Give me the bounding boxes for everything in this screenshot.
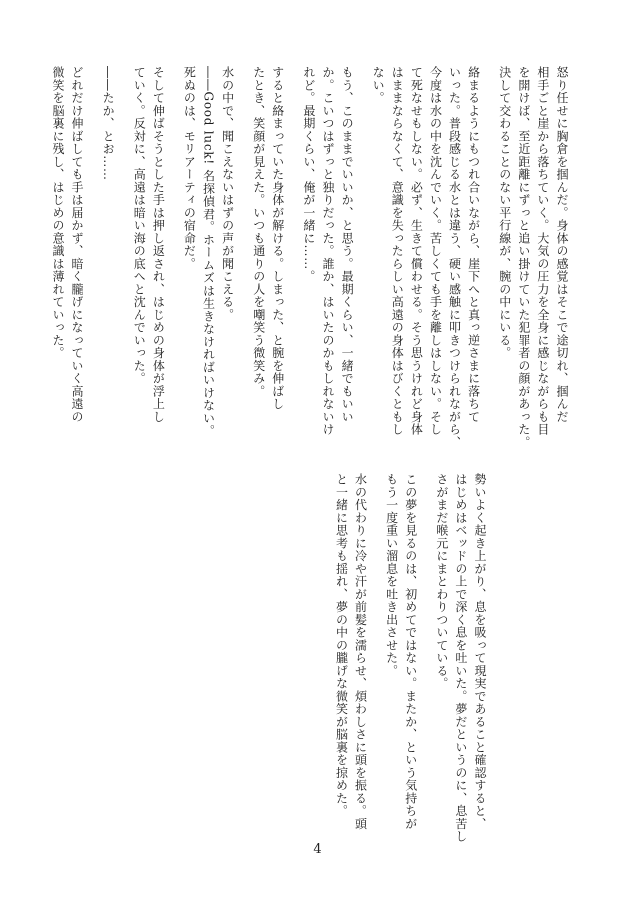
text-line: たとき、笑顔が見えた。いつも通りの人を嘲笑う微笑み。: [251, 66, 266, 398]
lower-text-block: [331, 473, 489, 843]
text-line: れど。最期くらい、俺が一緒に……。: [301, 66, 316, 283]
text-line: 勢いよく起き上がり、息を吸って現実であること確認すると、: [473, 473, 487, 830]
text-line: どれだけ伸ばしても手は届かず、暗く朧げになっていく高遠の: [70, 66, 85, 423]
text-line: この夢を見るのは、初めてではない。またか、という気持ちが: [403, 473, 418, 830]
text-line: いった。普段感じる水とは違う、硬い感触に叩きつけられながら、: [447, 66, 462, 449]
text-line: そして伸ばそうとした手は押し返され、はじめの身体が浮上し: [151, 66, 166, 423]
text-line: 死ぬのは、モリアーティの宿命だ。: [182, 66, 197, 270]
text-line: 怒り任せに胸倉を掴んだ。身体の感覚はそこで途切れ、掴んだ: [555, 66, 569, 423]
text-line: はじめはベッドの上で深く息を吐いた。夢だというのに、息苦し: [453, 473, 468, 843]
text-line: か。こいつはずっと独りだった。誰か、はいたのかもしれないけ: [320, 66, 335, 436]
text-line: 水の代わりに冷や汗が前髪を濡らせ、煩わしさに頭を振る。頭: [353, 473, 368, 830]
text-line: ――たか、とお……: [101, 66, 116, 181]
text-line: 水の中で、聞こえないはずの声が聞こえる。: [220, 66, 235, 321]
text-line: ――Good luck! 名探偵君。ホームズは生きなければいけない。: [201, 66, 216, 438]
text-line: を開けば、至近距離にずっと追い掛けていた犯罪者の顔があった。: [516, 66, 531, 449]
text-line: と一緒に思考も揺れ、夢の中の朧げな微笑が脳裏を掠めた。: [334, 473, 349, 818]
text-line: ていく。反対に、高遠は暗い海の底へと沈んでいった。: [132, 66, 147, 385]
text-line: はままならなくて、意識を失ったらしい高遠の身体はびくともし: [390, 66, 405, 436]
text-line: 絡まるようにもつれ合いながら、崖下へと真っ逆さまに落ちて: [466, 66, 481, 423]
text-line: 微笑を脳裏に残し、はじめの意識は薄れていった。: [50, 66, 65, 360]
text-line: 相手ごと崖から落ちていく。大気の圧力を全身に感じながらも目: [535, 66, 550, 436]
text-line: ない。: [371, 66, 386, 105]
text-line: もう、このままでいいか、と思う。最期くらい、一緒でもいい: [340, 66, 355, 423]
text-line: すると絡まっていた身体が解ける。しまった、と腕を伸ばし: [270, 66, 285, 411]
text-line: さがまだ喉元にまとわりついている。: [434, 473, 449, 690]
text-line: 今度は水の中を沈んでいく。苦しくても手を離しはしない。そし: [428, 66, 443, 436]
page-number: 4: [313, 842, 322, 857]
text-line: て死なせもしない。必ず、生きて償わせる。そう思うけれど身体: [409, 66, 424, 436]
upper-text-block: [48, 66, 583, 449]
text-line: 決して交わることのない平行線が、腕の中にいる。: [497, 66, 512, 360]
text-line: もう一度重い溜息を吐き出させた。: [384, 473, 399, 677]
